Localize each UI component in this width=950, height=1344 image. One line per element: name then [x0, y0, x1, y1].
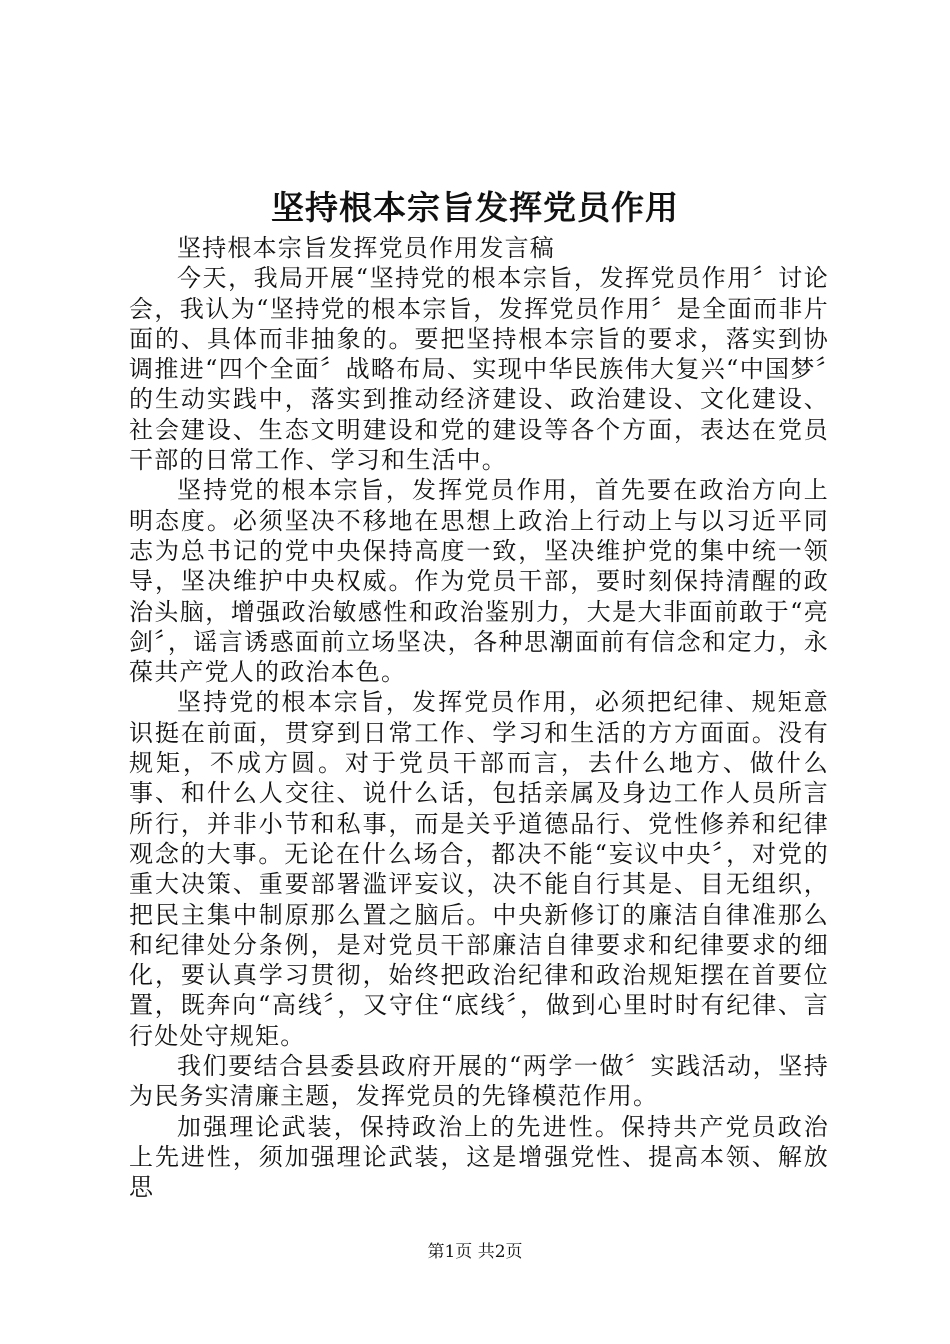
page-number-footer: 第1页 共2页 — [427, 1242, 523, 1262]
document-title: 坚持根本宗旨发挥党员作用 — [271, 188, 679, 227]
body-paragraph: 我们要结合县委县政府开展的“两学一做〞实践活动，坚持为民务实清廉主题，发挥党员的先锋模范作用。 — [129, 1052, 829, 1111]
body-paragraph: 坚持党的根本宗旨，发挥党员作用，必须把纪律、规矩意识挺在前面，贯穿到日常工作、学习和生活的方方面面。没有规矩，不成方圆。对于党员干部而言，去什么地方、做什么事、和什么人交往、说什么话，包括亲属及身边工作人员所言所行，并非小节和私事，而是关乎道德品行、党性修养和纪律观念的大事。无论在什么场合，都决不能“妄议中央〞，对党的重大决策、重要部署滥评妄议，决不能自行其是、目无组织，把民主集中制原那么置之脑后。中央新修订的廉洁自律准那么和纪律处分条例，是对党员干部廉洁自律要求和纪律要求的细化，要认真学习贯彻，始终把政治纪律和政治规矩摆在首要位置，既奔向“高线〞，又守住“底线〞，做到心里时时有纪律、言行处处守规矩。 — [129, 688, 829, 1050]
body-paragraph: 坚持党的根本宗旨，发挥党员作用，首先要在政治方向上明态度。必须坚决不移地在思想上政治上行动上与以习近平同志为总书记的党中央保持高度一致，坚决维护党的集中统一领导，坚决维护中央权威。作为党员干部，要时刻保持清醒的政治头脑，增强政治敏感性和政治鉴别力，大是大非面前敢于“亮剑〞，谣言诱惑面前立场坚决，各种思潮面前有信念和定力，永葆共产党人的政治本色。 — [129, 476, 829, 687]
subtitle-paragraph: 坚持根本宗旨发挥党员作用发言稿 — [177, 234, 555, 262]
body-paragraph: 加强理论武装，保持政治上的先进性。保持共产党员政治上先进性，须加强理论武装，这是增强党性、提高本领、解放思 — [129, 1112, 829, 1202]
body-paragraph: 今天，我局开展“坚持党的根本宗旨，发挥党员作用〞讨论会，我认为“坚持党的根本宗旨，发挥党员作用〞是全面而非片面的、具体而非抽象的。要把坚持根本宗旨的要求，落实到协调推进“四个全面〞战略布局、实现中华民族伟大复兴“中国梦〞的生动实践中，落实到推动经济建设、政治建设、文化建设、社会建设、生态文明建设和党的建设等各个方面，表达在党员干部的日常工作、学习和生活中。 — [129, 264, 829, 475]
document-body — [129, 233, 829, 1203]
